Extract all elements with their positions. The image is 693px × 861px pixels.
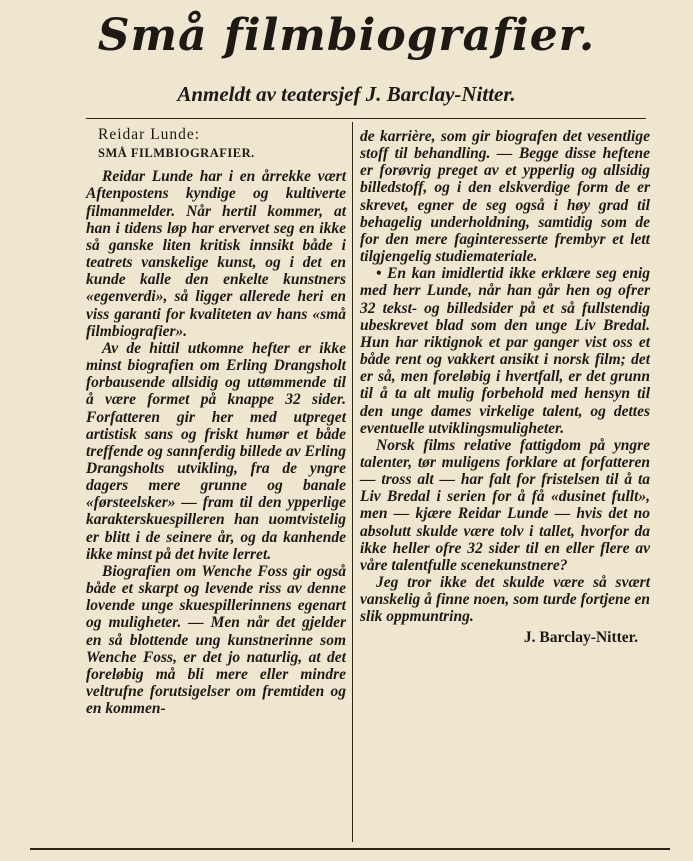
book-author: Reidar Lunde: (98, 126, 201, 143)
headline: Små filmbiografier. (97, 10, 596, 61)
column-divider (352, 122, 353, 842)
right-column (360, 128, 650, 646)
signature: J. Barclay-Nitter. (523, 628, 638, 646)
paragraph: Norsk films relative fattigdom på yngre talenter, tør muligens forklare at forfatteren — tross alt — har falt for fristelsen til å ta Liv Bredal i serien for å få «dusinet fullt», men — kjære Reidar Lunde — hvis det no absolutt skulde være tolv i tallet, hvorfor da ikke heller ofre 32 sider til en eller flere av våre talentfulle scenekunstnere? (360, 436, 650, 574)
paragraph: de karrière, som gir biografen det vesentlige stoff til behandling. — Begge disse heftene er forøvrig preget av et ypperlig og allsidig billedstoff, og i den elskverdige form de er skrevet, egner de seg også i høy grad til behagelig underholdning, samtidig som de for den mere faginteresserte frembyr et lett tilgjengelig studiemateriale. (360, 128, 650, 266)
paragraph: Reidar Lunde har i en årrekke vært Aftenpostens kyndige og kultiverte filmanmelder. Når hertil kommer, at han i tidens løp har ervervet seg en ikke så ganske liten kritisk innsikt både i teatrets vanskelige kunst, og i det en kunde kalle den enkelte kunstners «egenverdi», så ligger allerede heri en viss garanti for kvaliteten av hans «små filmbiografier». (86, 168, 346, 340)
top-rule (86, 118, 646, 119)
bottom-rule (30, 848, 670, 850)
book-title: SMÅ FILMBIOGRAFIER. (98, 146, 255, 161)
paragraph: • En kan imidlertid ikke erklære seg enig med herr Lunde, når han går hen og ofrer 32 tekst- og billedsider på et så fullstendig ubeskrevet blad som den unge Liv Bredal. Hun har riktignok et par ganger vist oss et både rent og vakkert ansikt i norsk film; det er så, men foreløbig i hvertfall, er det grunn til å ta alt mulig forbehold med hensyn til den unge dames virkelige talent, og dettes eventuelle utviklingsmuligheter. (360, 265, 650, 437)
paragraph: Jeg tror ikke det skulde være så svært vanskelig å finne noen, som turde fortjene en slik oppmuntring. (360, 574, 650, 626)
left-column (86, 122, 346, 717)
paragraph: Biografien om Wenche Foss gir også både et skarpt og levende riss av denne lovende unge skuespillerinnens egenart og muligheter. — Men når det gjelder en så blottende ung kunstnerinne som Wenche Foss, er det jo naturlig, at det foreløbig må bli mere eller mindre veltrufne forutsigelser om fremtiden og en kommen- (86, 562, 346, 718)
paragraph: Av de hittil utkomne hefter er ikke minst biografien om Erling Drangsholt forbausende allsidig og uttømmende til å være formet på knappe 32 sider. Forfatteren gir her med utpreget artistisk sans og friskt humør et både treffende og sannferdig billede av Erling Drangsholts utvikling, fra de yngre dagers mere grunne og banale «førsteelsker» — fram til den ypperlige karakterskuespilleren han uomtvistelig er blitt i de seinere år, og da kanhende ikke minst på det hvite lerret. (86, 339, 346, 563)
byline: Anmeldt av teatersjef J. Barclay-Nitter. (177, 82, 516, 106)
